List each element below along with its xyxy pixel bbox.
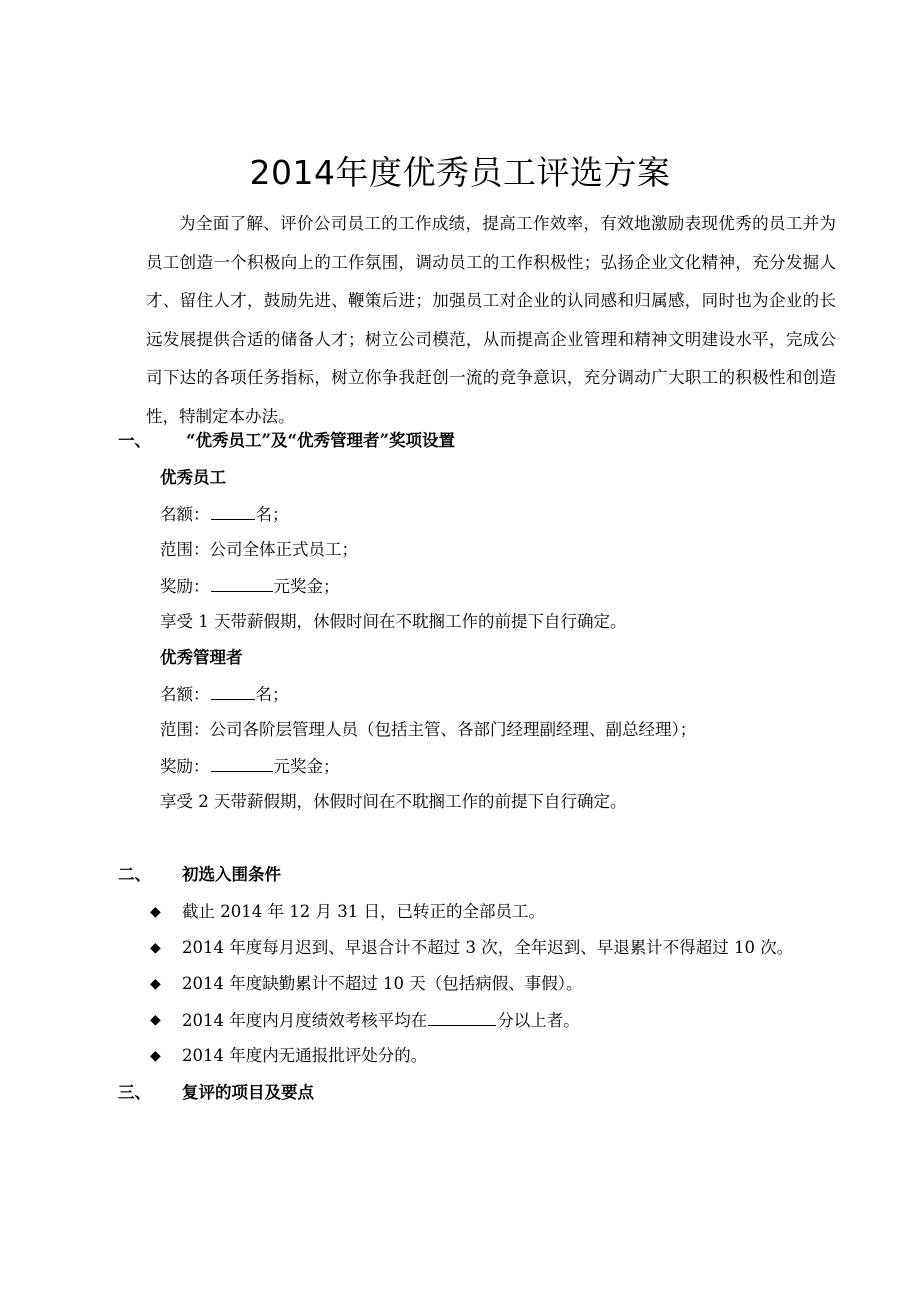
manager-heading: 优秀管理者 (160, 648, 243, 667)
employee-reward (160, 573, 340, 600)
condition-item-4-text: 2014 年度内月度绩效考核平均在 (182, 1011, 428, 1030)
manager-reward-label: 奖励： (160, 757, 210, 776)
condition-item-5: 2014 年度内无通报批评处分的。 (182, 1046, 428, 1065)
employee-quota (160, 501, 289, 528)
diamond-bullet-icon: ◆ (150, 940, 161, 956)
employee-heading: 优秀员工 (160, 468, 226, 487)
condition-item-1: 截止 2014 年 12 月 31 日，已转正的全部员工。 (182, 902, 545, 921)
manager-quota-label: 名额： (160, 685, 210, 704)
diamond-bullet-icon: ◆ (150, 1012, 161, 1028)
manager-reward-blank (211, 753, 273, 772)
diamond-bullet-icon: ◆ (150, 1048, 161, 1064)
section-3-title: 复评的项目及要点 (182, 1083, 314, 1102)
section-3-number: 三、 (118, 1083, 151, 1102)
condition-item-4 (182, 1007, 580, 1034)
employee-scope: 范围：公司全体正式员工； (160, 540, 358, 559)
employee-reward-blank (211, 573, 273, 592)
employee-reward-label: 奖励： (160, 577, 210, 596)
section-2-number: 二、 (118, 865, 151, 884)
condition-item-2: 2014 年度每月迟到、早退合计不超过 3 次，全年迟到、早退累计不得超过 10 次。 (182, 938, 794, 957)
page-title: 2014年度优秀员工评选方案 (249, 153, 671, 192)
manager-quota-unit: 名； (255, 685, 289, 704)
diamond-bullet-icon: ◆ (150, 904, 161, 920)
diamond-bullet-icon: ◆ (150, 976, 161, 992)
condition-item-4-blank (428, 1007, 496, 1026)
section-2-title: 初选入围条件 (182, 865, 281, 884)
manager-quota-blank (211, 681, 255, 700)
manager-quota (160, 681, 289, 708)
employee-quota-unit: 名； (255, 505, 289, 524)
employee-leave: 享受 1 天带薪假期，休假时间在不耽搁工作的前提下自行确定。 (160, 612, 627, 631)
condition-item-4-suffix: 分以上者。 (497, 1011, 580, 1030)
employee-reward-unit: 元奖金； (273, 577, 340, 596)
manager-scope: 范围：公司各阶层管理人员（包括主管、各部门经理副经理、副总经理）； (160, 720, 697, 739)
manager-leave: 享受 2 天带薪假期，休假时间在不耽搁工作的前提下自行确定。 (160, 792, 627, 811)
manager-reward-unit: 元奖金； (273, 757, 340, 776)
section-1-number: 一、 (118, 431, 151, 450)
section-1-title: “优秀员工”及“优秀管理者”奖项设置 (186, 431, 455, 450)
employee-quota-blank (211, 501, 255, 520)
employee-quota-label: 名额： (160, 505, 210, 524)
manager-reward (160, 753, 340, 780)
condition-item-3: 2014 年度缺勤累计不超过 10 天（包括病假、事假）。 (182, 974, 583, 993)
intro-paragraph: 为全面了解、评价公司员工的工作成绩，提高工作效率，有效地激励表现优秀的员工并为员工创造一个积极向上的工作氛围，调动员工的工作积极性；弘扬企业文化精神，充分发掘人才、留住人才，鼓励先进、鞭策后进；加强员工对企业的认同感和归属感，同时也为企业的长远发展提供合适的储备人才；树立公司模范，从而提高企业管理和精神文明建设水平，完成公司下达的各项任务指标，树立你争我赶创一流的竞争意识，充分调动广大职工的积极性和创造性，特制定本办法。 (146, 214, 836, 426)
